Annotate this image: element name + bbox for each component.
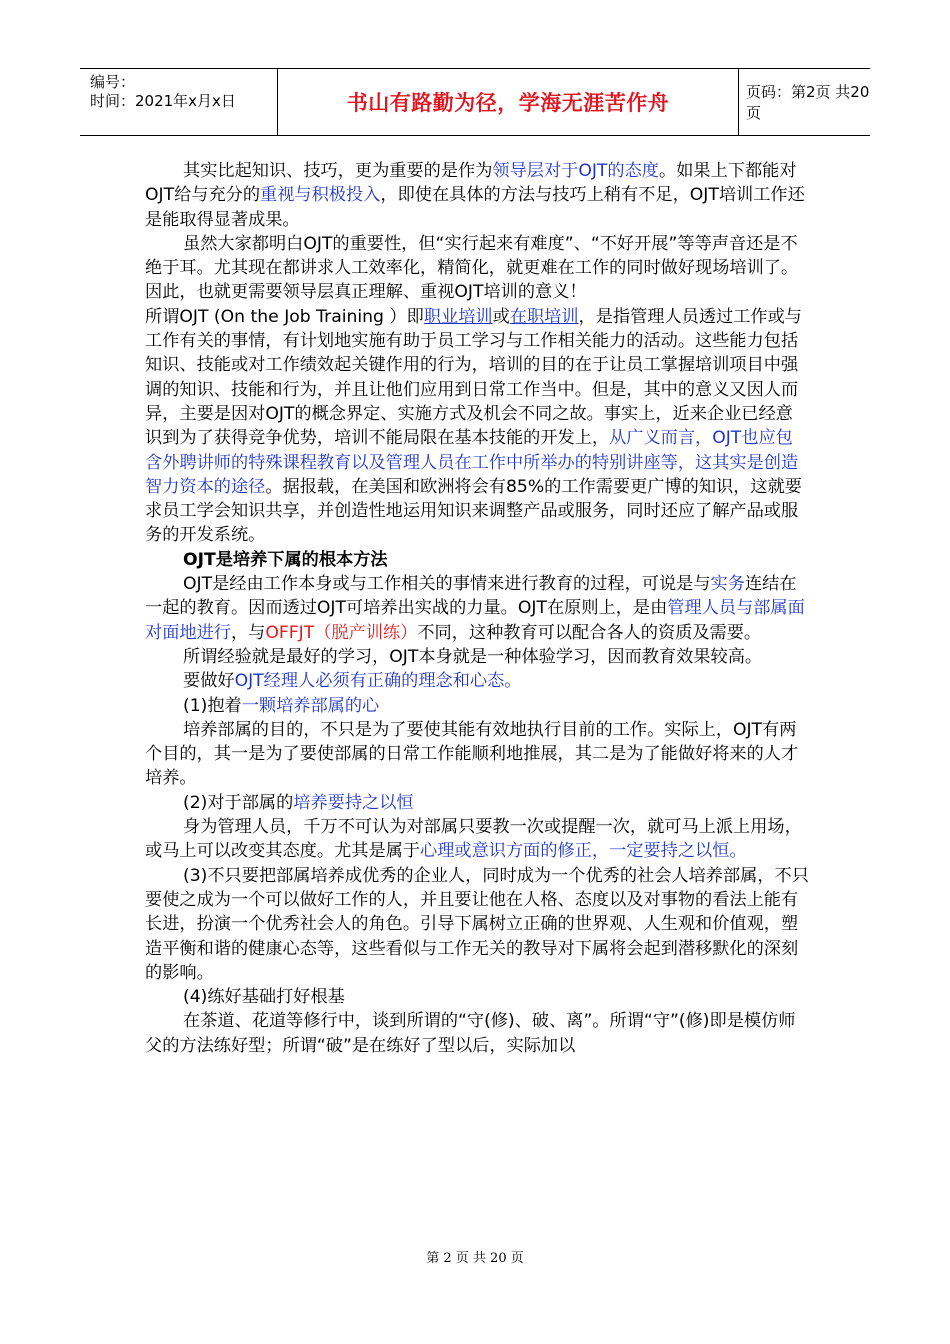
text-segment: (4)练好基础打好根基 xyxy=(183,987,345,1008)
header-meta xyxy=(90,73,276,111)
paragraph xyxy=(145,1009,809,1058)
document-time-label: 时间：2021年x月x日 xyxy=(90,92,236,110)
text-segment: 虽然大家都明白OJT的重要性，但“实行起来有难度”、“不好开展”等等声音还是不绝于耳。尤其现在都讲求人工效率化，精简化，就更难在工作的同时做好现场培训了。因此，也就更需要领导层真正理解、重视OJT培训的意义！ xyxy=(145,233,799,303)
inline-link[interactable]: 职业培训 xyxy=(423,306,493,327)
paragraph xyxy=(145,815,809,864)
paragraph xyxy=(145,718,809,791)
text-segment: (1)抱着 xyxy=(183,695,242,716)
text-segment: 管理人员与部属面对面地进行 xyxy=(145,598,805,643)
text-segment: 不同，这种教育可以配合各人的资质及需要。 xyxy=(417,622,762,643)
page-footer: 第 2 页 共 20 页 xyxy=(426,1251,524,1266)
text-segment: ，即使在具体的方法与技巧上稍有不足，OJT培训工作还是能取得显著成果。 xyxy=(145,185,805,230)
text-segment: ，与 xyxy=(230,622,266,643)
document-body xyxy=(145,159,809,1058)
text-segment: OFFJT（脱产训练） xyxy=(265,622,418,643)
text-segment: ，是指管理人员透过工作或与工作有关的事情，有计划地实施有助于员工学习与工作相关能力的活动。这些能力包括知识、技能或对工作绩效起关键作用的行为，培训的目的在于让员工掌握培训项目中强调的知识、技能和行为，并且让他们应用到日常工作当中。但是，其中的意义又因人而异，主要是因对OJT的概念界定、实施方式及机会不同之故。事实上，近来企业已经意识到为了获得竞争优势，培训不能局限在基本技能的开发上， xyxy=(145,306,802,449)
paragraph xyxy=(145,985,809,1009)
paragraph xyxy=(145,694,809,718)
text-segment: OJT是培养下属的根本方法 xyxy=(183,549,388,570)
text-segment: 实务 xyxy=(710,574,745,595)
text-segment: 重视与积极投入 xyxy=(260,185,381,206)
paragraph xyxy=(145,305,809,548)
inline-link[interactable]: 在职培训 xyxy=(509,306,579,327)
page-header xyxy=(80,68,870,136)
text-segment: 所谓OJT (On the Job Training ）即 xyxy=(145,306,424,327)
text-segment: 一颗培养部属的心 xyxy=(241,695,380,716)
text-segment: (3)不只要把部属培养成优秀的企业人，同时成为一个优秀的社会人培养部属，不只要使之成为一个可以做好工作的人，并且要让他在人格、态度以及对事物的看法上能有长进，扮演一个优秀社会人的角色。引导下属树立正确的世界观、人生观和价值观，塑造平衡和谐的健康心态等，这些看似与工作无关的教导对下属将会起到潜移默化的深刻的影响。 xyxy=(145,865,809,983)
text-segment: 领导层对于OJT的态度 xyxy=(492,161,659,181)
text-segment: 培养要持之以恒 xyxy=(293,792,414,813)
paragraph xyxy=(145,548,809,572)
text-segment: 心理或意识方面的修正，一定要持之以恒。 xyxy=(420,841,747,862)
document-number-label: 编号： xyxy=(90,73,136,91)
paragraph xyxy=(145,864,809,985)
paragraph xyxy=(145,645,809,669)
text-segment: OJT经理人必须有正确的理念和心态。 xyxy=(234,671,522,692)
paragraph xyxy=(145,159,809,232)
text-segment: 身为管理人员，千万不可认为对部属只要教一次或提醒一次，就可马上派上用场，或马上可以改变其态度。尤其是属于 xyxy=(145,817,802,862)
text-segment: 其实比起知识、技巧，更为重要的是作为 xyxy=(183,161,493,181)
paragraph xyxy=(145,572,809,645)
text-segment: 或 xyxy=(492,306,510,327)
paragraph xyxy=(145,669,809,693)
paragraph xyxy=(145,791,809,815)
text-segment: 从广义而言，OJT也应包含外聘讲师的特殊课程教育以及管理人员在工作中所举办的特别讲座等，这其实是创造智力资本的途径 xyxy=(145,428,799,497)
text-segment: 。据报载，在美国和欧洲将会有85%的工作需要更广博的知识，这就要求员工学会知识共享，并创造性地运用知识来调整产品或服务，同时还应了解产品或服务的开发系统。 xyxy=(145,476,802,546)
text-segment: 培养部属的目的，不只是为了要使其能有效地执行目前的工作。实际上，OJT有两个目的，其一是为了要使部属的日常工作能顺利地推展，其二是为了能做好将来的人才培养。 xyxy=(145,719,799,789)
header-page-number: 页码：第2页 共20页 xyxy=(746,83,870,122)
text-segment: 所谓经验就是最好的学习，OJT本身就是一种体验学习，因而教育效果较高。 xyxy=(183,646,763,667)
text-segment: 要做好 xyxy=(183,671,235,692)
text-segment: 在茶道、花道等修行中，谈到所谓的“守(修)、破、离”。所谓“守”(修)即是模仿师父的方法练好型；所谓“破”是在练好了型以后，实际加以 xyxy=(145,1011,796,1056)
text-segment: 连结在一起的教育。因而透过OJT可培养出实战的力量。OJT在原则上，是由 xyxy=(145,574,797,619)
header-motto: 书山有路勤为径，学海无涯苦作舟 xyxy=(277,69,739,135)
text-segment: (2)对于部属的 xyxy=(183,792,294,813)
text-segment: 。如果上下都能对OJT给与充分的 xyxy=(145,161,797,206)
text-segment: OJT是经由工作本身或与工作相关的事情来进行教育的过程，可说是与 xyxy=(183,574,711,595)
paragraph xyxy=(145,232,809,305)
